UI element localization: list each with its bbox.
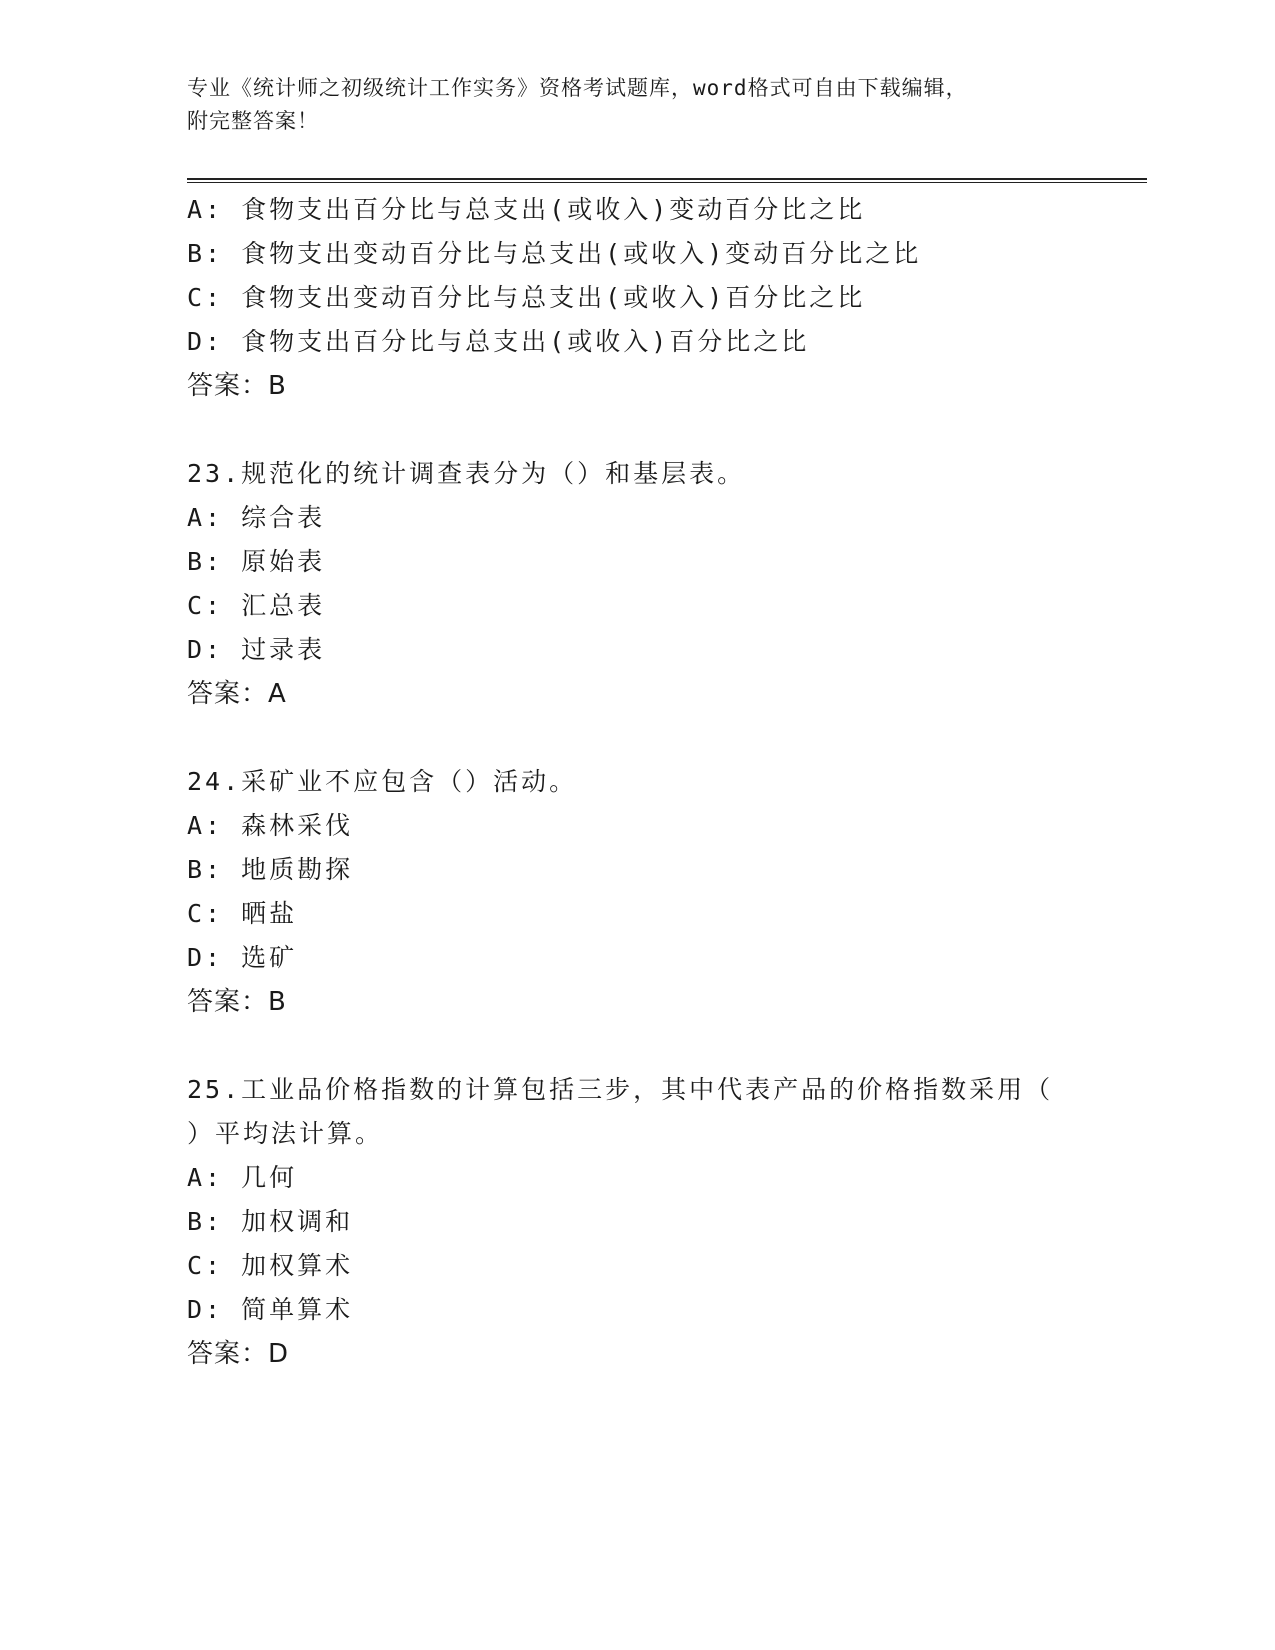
q25-option-b: B: 加权调和 [187, 1207, 354, 1236]
q23-option-a: A: 综合表 [187, 503, 326, 532]
q24-option-c: C: 晒盐 [187, 899, 298, 928]
q22-option-d: D: 食物支出百分比与总支出(或收入)百分比之比 [187, 327, 810, 356]
q24-option-b: B: 地质勘探 [187, 855, 354, 884]
q23-option-c: C: 汇总表 [187, 591, 326, 620]
q24-option-a: A: 森林采伐 [187, 811, 354, 840]
q23-answer: 答案：A [187, 679, 287, 709]
q23-question: 23.规范化的统计调查表分为（）和基层表。 [187, 459, 746, 488]
q25-option-c: C: 加权算术 [187, 1251, 354, 1280]
q22-option-a: A: 食物支出百分比与总支出(或收入)变动百分比之比 [187, 195, 866, 224]
q22-option-b: B: 食物支出变动百分比与总支出(或收入)变动百分比之比 [187, 239, 922, 268]
q25-option-a: A: 几何 [187, 1163, 298, 1192]
document-header [187, 72, 1067, 138]
q24-answer: 答案：B [187, 987, 287, 1017]
q25-option-d: D: 简单算术 [187, 1295, 354, 1324]
q24-question: 24.采矿业不应包含（）活动。 [187, 767, 578, 796]
q25-question-line-2: ）平均法计算。 [187, 1119, 384, 1148]
q23-option-b: B: 原始表 [187, 547, 326, 576]
header-line-2: 附完整答案！ [187, 109, 319, 133]
q22-answer: 答案：B [187, 371, 287, 401]
q25-question-line-1: 25.工业品价格指数的计算包括三步，其中代表产品的价格指数采用（ [187, 1075, 1054, 1104]
q24-option-d: D: 选矿 [187, 943, 298, 972]
q23-option-d: D: 过录表 [187, 635, 326, 664]
q22-option-c: C: 食物支出变动百分比与总支出(或收入)百分比之比 [187, 283, 866, 312]
q25-answer: 答案：D [187, 1339, 290, 1369]
header-line-1: 专业《统计师之初级统计工作实务》资格考试题库，word格式可自由下载编辑， [187, 76, 968, 100]
header-divider [187, 178, 1147, 183]
